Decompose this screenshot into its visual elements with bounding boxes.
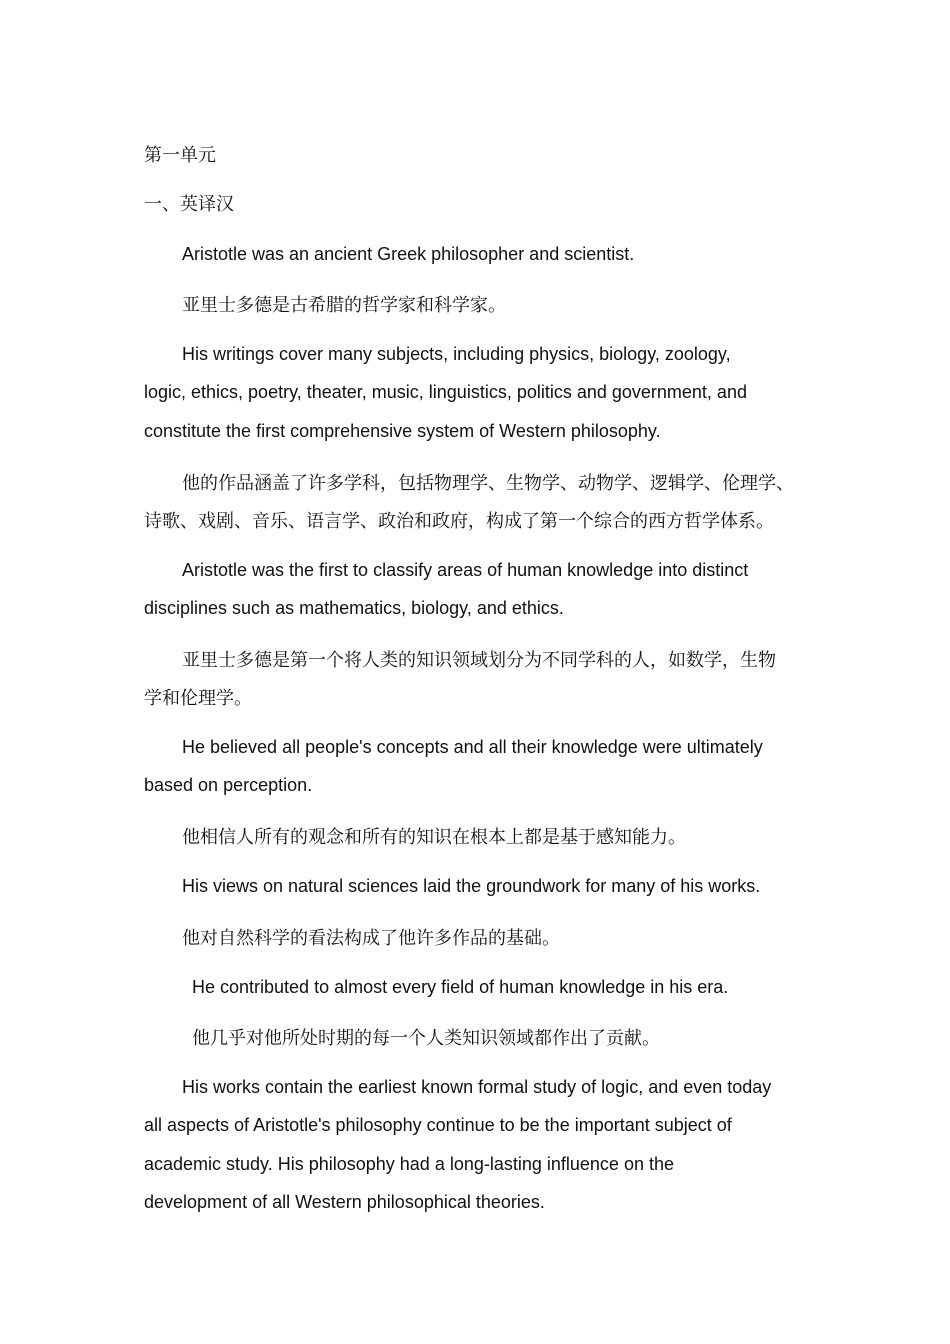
chinese-translation-line: 学和伦理学。 xyxy=(144,688,252,709)
english-sentence-line: academic study. His philosophy had a long-lasting influence on the xyxy=(144,1154,674,1174)
chinese-translation-line: 诗歌、戏剧、音乐、语言学、政治和政府，构成了第一个综合的西方哲学体系。 xyxy=(144,511,774,532)
english-sentence-line: constitute the first comprehensive system of Western philosophy. xyxy=(144,421,661,441)
english-sentence-line: His views on natural sciences laid the groundwork for many of his works. xyxy=(182,876,761,896)
english-sentence-line: He believed all people's concepts and all their knowledge were ultimately xyxy=(182,737,763,757)
english-sentence-line: based on perception. xyxy=(144,775,313,795)
chinese-translation-line: 他对自然科学的看法构成了他许多作品的基础。 xyxy=(182,928,560,949)
chinese-translation-line: 亚里士多德是第一个将人类的知识领域划分为不同学科的人，如数学，生物 xyxy=(182,650,776,671)
english-sentence-line: development of all Western philosophical theories. xyxy=(144,1192,545,1212)
unit-title: 第一单元 xyxy=(144,145,216,166)
chinese-translation-line: 他几乎对他所处时期的每一个人类知识领域都作出了贡献。 xyxy=(192,1028,660,1049)
english-sentence-line: disciplines such as mathematics, biology, and ethics. xyxy=(144,598,564,618)
chinese-translation-line: 亚里士多德是古希腊的哲学家和科学家。 xyxy=(182,295,506,316)
english-sentence-line: His writings cover many subjects, including physics, biology, zoology, xyxy=(182,344,731,364)
english-sentence-line: all aspects of Aristotle's philosophy continue to be the important subject of xyxy=(144,1115,732,1135)
english-sentence-line: He contributed to almost every field of human knowledge in his era. xyxy=(192,977,729,997)
english-sentence-line: logic, ethics, poetry, theater, music, linguistics, politics and government, and xyxy=(144,382,747,402)
english-sentence-line: Aristotle was an ancient Greek philosopher and scientist. xyxy=(182,244,635,264)
english-sentence-line: Aristotle was the first to classify areas of human knowledge into distinct xyxy=(182,560,749,580)
english-sentence-line: His works contain the earliest known formal study of logic, and even today xyxy=(182,1077,772,1097)
chinese-translation-line: 他的作品涵盖了许多学科，包括物理学、生物学、动物学、逻辑学、伦理学、 xyxy=(182,473,794,494)
chinese-translation-line: 他相信人所有的观念和所有的知识在根本上都是基于感知能力。 xyxy=(182,827,686,848)
section-title: 一、英译汉 xyxy=(144,194,234,215)
